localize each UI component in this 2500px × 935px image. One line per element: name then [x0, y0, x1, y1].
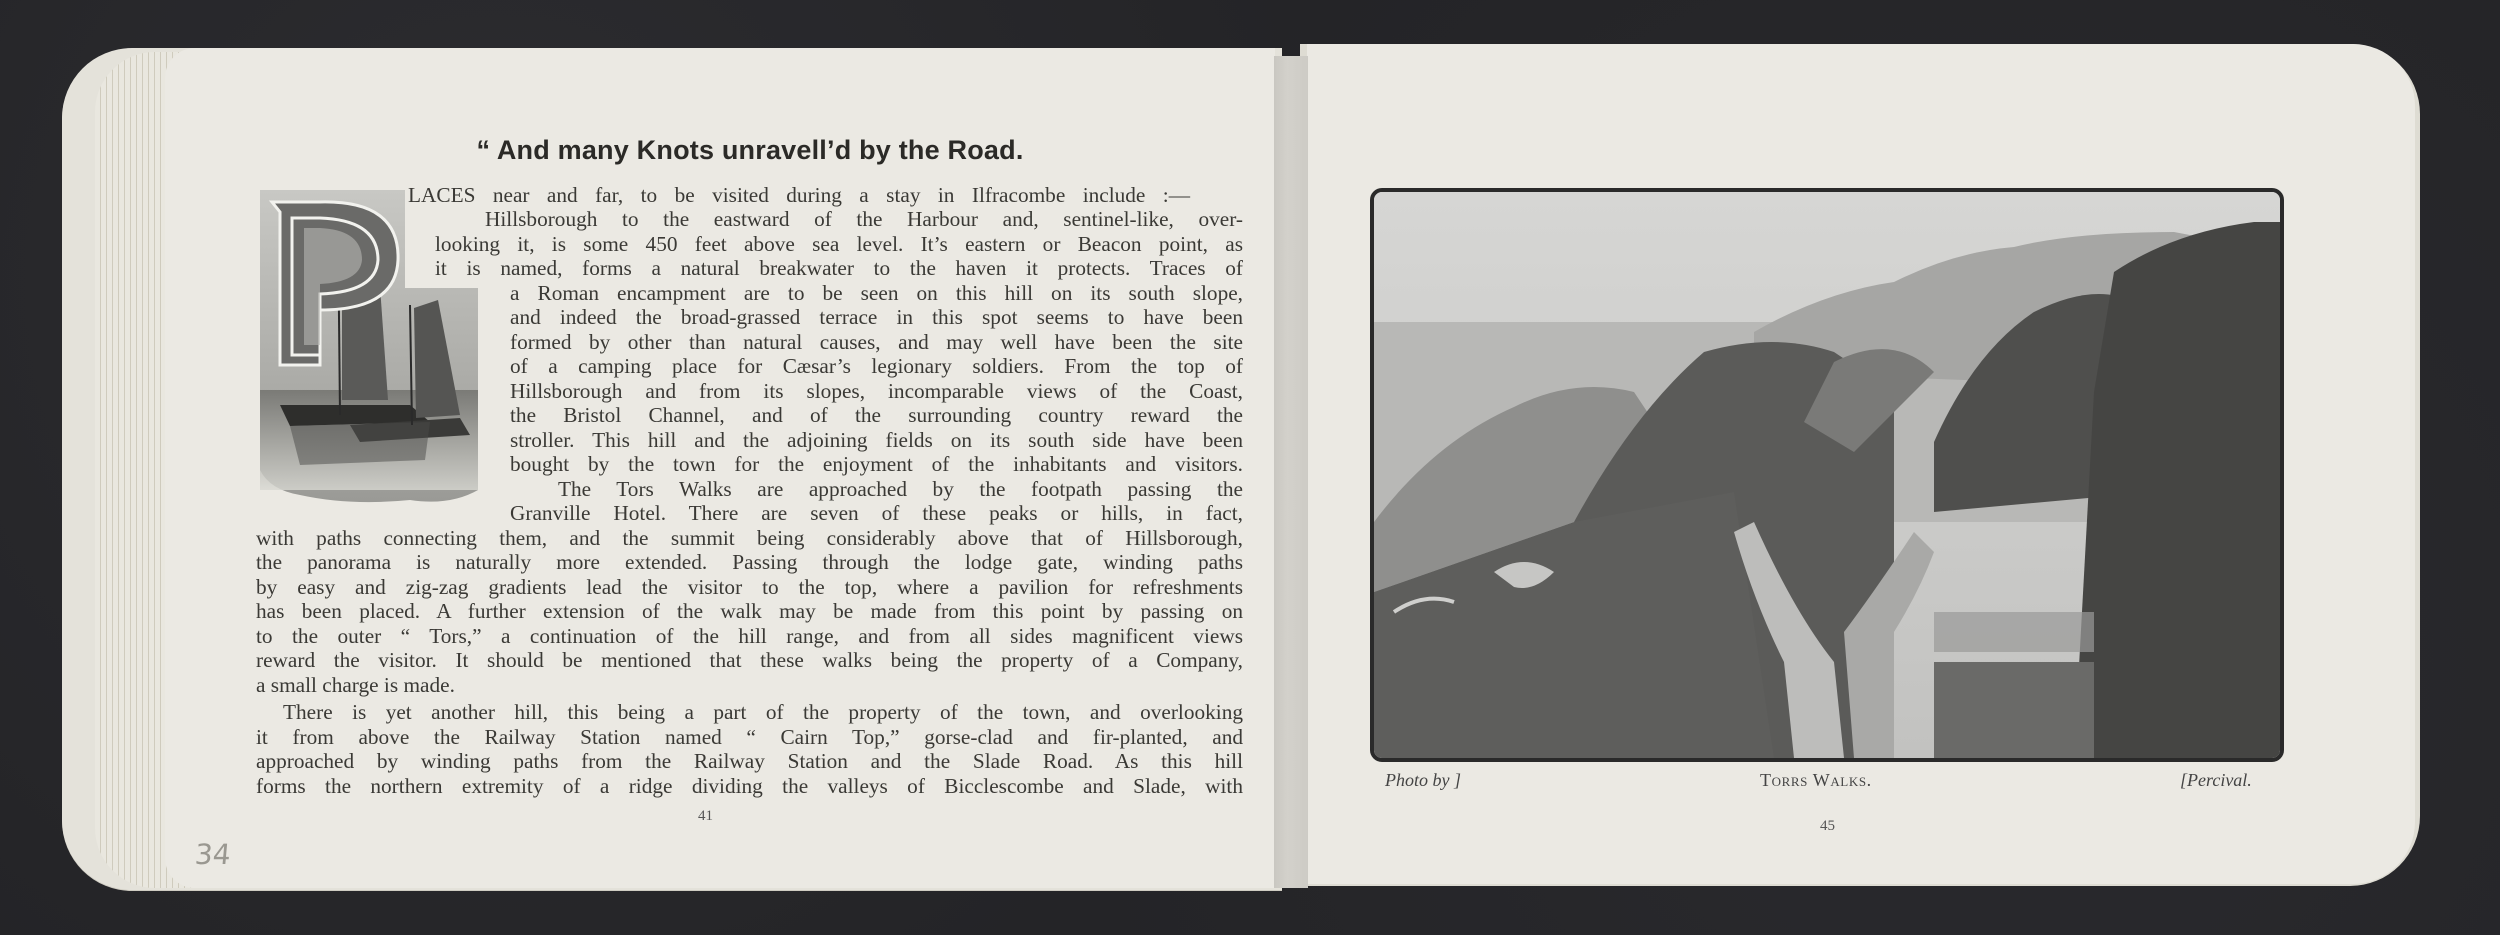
text-line: looking it, is some 450 feet above sea level. It’s eastern or Beacon point, as: [435, 232, 1243, 256]
photographer-name: [Percival.: [2180, 770, 2252, 790]
book-gutter: [1274, 56, 1308, 888]
text-line: Hillsborough and from its slopes, incomparable views of the Coast,: [510, 379, 1243, 403]
text-line: to the outer “ Tors,” a continuation of the hill range, and from all sides magnificent views: [256, 624, 1243, 648]
text-line: Granville Hotel. There are seven of these peaks or hills, in fact,: [510, 501, 1243, 525]
text-line: a small charge is made.: [256, 673, 455, 697]
photo-credit-label: Photo by ]: [1385, 770, 1461, 790]
text-line: Hillsborough to the eastward of the Harbour and, sentinel-like, over-: [485, 207, 1243, 231]
text-line: and indeed the broad-grassed terrace in this spot seems to have been: [510, 305, 1243, 329]
text-line: of a camping place for Cæsar’s legionary soldiers. From the top of: [510, 354, 1243, 378]
landscape-photo: [1374, 192, 2280, 758]
text-line: formed by other than natural causes, and may well have been the site: [510, 330, 1243, 354]
text-line: LACES near and far, to be visited during a stay in Ilfracombe include :—: [408, 183, 1190, 207]
torrs-walks-photograph: [1370, 188, 2284, 762]
page-heading: “ And many Knots unravell’d by the Road.: [476, 135, 1024, 165]
text-line: forms the northern extremity of a ridge dividing the valleys of Bicclescombe and Slade, with: [256, 774, 1243, 798]
text-line: by easy and zig-zag gradients lead the visitor to the top, where a pavilion for refreshments: [256, 575, 1243, 599]
text-line: it is named, forms a natural breakwater to the haven it protects. Traces of: [435, 256, 1243, 280]
text-line: has been placed. A further extension of the walk may be made from this point by passing on: [256, 599, 1243, 623]
pencil-annotation: 34: [193, 838, 233, 871]
text-line: it from above the Railway Station named “ Cairn Top,” gorse-clad and fir-planted, and: [256, 725, 1243, 749]
text-line: There is yet another hill, this being a part of the property of the town, and overlooking: [283, 700, 1243, 724]
text-line: the panorama is naturally more extended. Passing through the lodge gate, winding paths: [256, 550, 1243, 574]
text-line: a Roman encampment are to be seen on this hill on its south slope,: [510, 281, 1243, 305]
text-line: The Tors Walks are approached by the footpath passing the: [558, 477, 1243, 501]
text-line: bought by the town for the enjoyment of the inhabitants and visitors.: [510, 452, 1243, 476]
text-line: stroller. This hill and the adjoining fields on its south side have been: [510, 428, 1243, 452]
text-line: the Bristol Channel, and of the surrounding country reward the: [510, 403, 1243, 427]
photo-caption: Torrs Walks.: [1760, 770, 1872, 790]
page-number-left: 41: [698, 808, 713, 824]
page-number-right: 45: [1820, 818, 1835, 834]
text-line: approached by winding paths from the Railway Station and the Slade Road. As this hill: [256, 749, 1243, 773]
text-line: with paths connecting them, and the summit being considerably above that of Hillsborough,: [256, 526, 1243, 550]
text-line: reward the visitor. It should be mentioned that these walks being the property of a Company,: [256, 648, 1243, 672]
